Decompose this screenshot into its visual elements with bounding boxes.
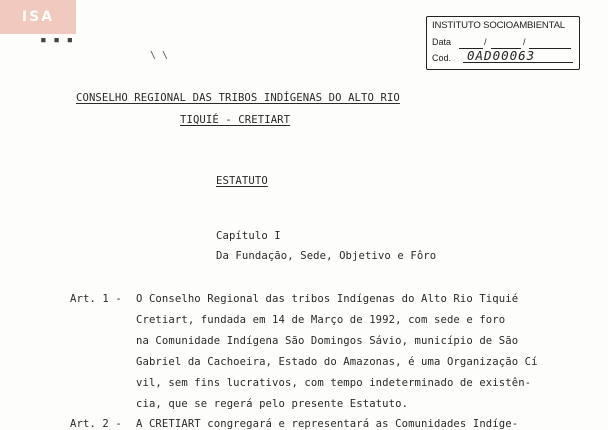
stamp-org: INSTITUTO SOCIOAMBIENTAL: [432, 20, 565, 31]
chapter-heading: Capítulo I: [216, 230, 281, 242]
stamp-date-year: [529, 39, 571, 49]
stamp-date-row: [432, 37, 451, 47]
stamp-code-value: 0AD00063: [467, 48, 536, 63]
stamp-code-row: [432, 53, 451, 63]
article-line: cia, que se regerá pelo presente Estatuto.: [136, 398, 409, 410]
header-line-1: CONSELHO REGIONAL DAS TRIBOS INDÍGENAS DO ALTO RIO: [76, 92, 400, 104]
stamp-date-label: Data: [432, 37, 452, 47]
archive-stamp: INSTITUTO SOCIOAMBIENTAL Data / / Cod. 0AD00063: [426, 16, 580, 70]
chapter-subtitle: Da Fundação, Sede, Objetivo e Fôro: [216, 250, 437, 262]
document-title: ESTATUTO: [216, 175, 268, 187]
margin-marks: ▪ ▪ ▪: [40, 33, 74, 46]
article-line: A CRETIART congregará e representará as Comunidades Indíge-: [136, 418, 519, 430]
stamp-code-underline: [463, 62, 573, 63]
article-label: Art. 2 -: [70, 418, 122, 430]
article-line: O Conselho Regional das tribos Indígenas do Alto Rio Tiquié: [136, 293, 519, 305]
header-line-2: TIQUIÉ - CRETIART: [180, 114, 291, 126]
stamp-code-label: Cod.: [432, 53, 452, 63]
margin-tick: \ \: [150, 50, 169, 61]
article-line: Gabriel da Cachoeira, Estado do Amazonas, é uma Organização Cí: [136, 356, 538, 368]
article-line: vil, sem fins lucrativos, com tempo indeterminado de existên-: [136, 377, 532, 389]
article-line: Cretiart, fundada em 14 de Março de 1992, com sede e foro: [136, 314, 506, 326]
isa-logo: ISA: [0, 0, 76, 34]
article-label: Art. 1 -: [70, 293, 122, 305]
article-line: na Comunidade Indígena São Domingos Sávio, município de São: [136, 335, 519, 347]
